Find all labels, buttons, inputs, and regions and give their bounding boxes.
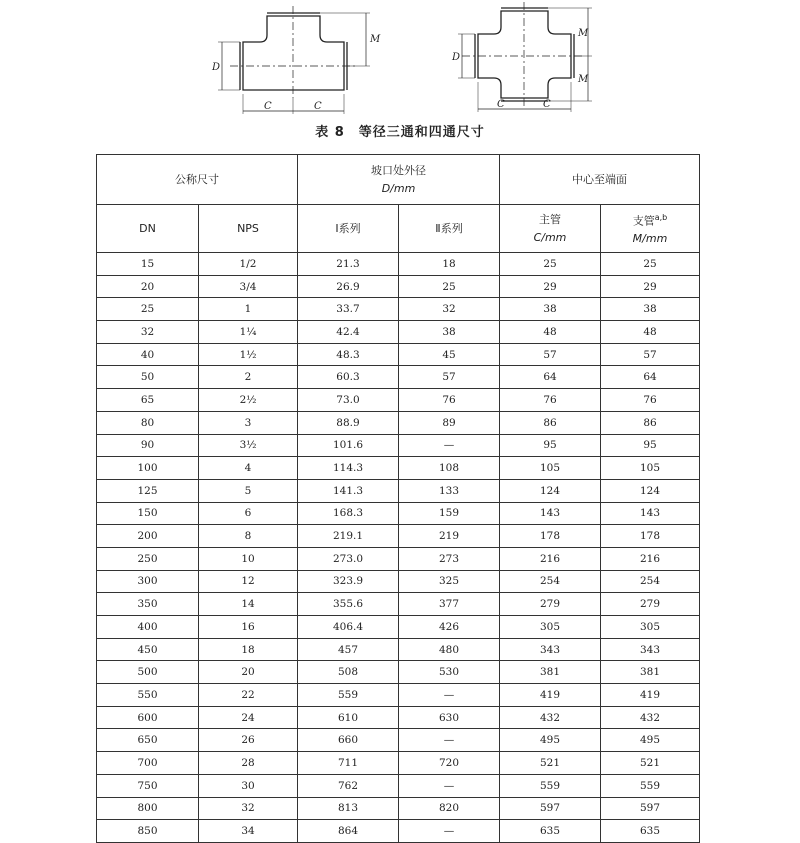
table-row: [97, 321, 700, 344]
table-row: [97, 797, 700, 820]
cell-main-c: 279: [500, 593, 601, 616]
table-row: [97, 570, 700, 593]
cell-od-series-1: 762: [298, 774, 399, 797]
header-main-pipe: [500, 205, 601, 253]
cell-branch-m: 521: [601, 752, 700, 775]
cell-nps: 24: [199, 706, 298, 729]
cross-label-m-bottom: M: [578, 74, 589, 85]
cell-nps: 3½: [199, 434, 298, 457]
cell-nps: 2: [199, 366, 298, 389]
header-main-unit: C/mm: [533, 230, 567, 244]
cell-nps: 1: [199, 298, 298, 321]
cell-od-series-2: 630: [399, 706, 500, 729]
cell-nps: 26: [199, 729, 298, 752]
cell-od-series-2: —: [399, 820, 500, 843]
cell-od-series-1: 168.3: [298, 502, 399, 525]
table-row: [97, 616, 700, 639]
cell-nps: 18: [199, 638, 298, 661]
cell-od-series-2: 133: [399, 479, 500, 502]
cell-od-series-2: —: [399, 434, 500, 457]
cell-nps: 10: [199, 547, 298, 570]
table-row: [97, 389, 700, 412]
cell-nps: 30: [199, 774, 298, 797]
cell-main-c: 495: [500, 729, 601, 752]
cell-od-series-2: —: [399, 729, 500, 752]
cell-main-c: 178: [500, 525, 601, 548]
cell-main-c: 29: [500, 275, 601, 298]
cell-od-series-2: 273: [399, 547, 500, 570]
cell-dn: 450: [97, 638, 199, 661]
tee-label-c-left: C: [264, 101, 272, 112]
cell-od-series-2: 45: [399, 343, 500, 366]
cell-dn: 65: [97, 389, 199, 412]
table-row: [97, 298, 700, 321]
tee-label-d: D: [212, 62, 221, 73]
cell-nps: 3: [199, 411, 298, 434]
dimension-table: [96, 154, 700, 843]
cell-nps: 1¼: [199, 321, 298, 344]
cell-branch-m: 105: [601, 457, 700, 480]
table-row: [97, 411, 700, 434]
cell-main-c: 64: [500, 366, 601, 389]
cell-nps: 8: [199, 525, 298, 548]
cell-dn: 700: [97, 752, 199, 775]
cell-od-series-2: 820: [399, 797, 500, 820]
cell-branch-m: 635: [601, 820, 700, 843]
cell-dn: 300: [97, 570, 199, 593]
table-row: [97, 479, 700, 502]
cross-drawing: [458, 2, 592, 112]
cell-dn: 750: [97, 774, 199, 797]
cell-branch-m: 38: [601, 298, 700, 321]
cell-branch-m: 48: [601, 321, 700, 344]
header-main-label: 主管: [539, 212, 561, 226]
table-row: [97, 774, 700, 797]
cell-od-series-2: 25: [399, 275, 500, 298]
table-row: [97, 752, 700, 775]
table-row: [97, 729, 700, 752]
cell-nps: 22: [199, 684, 298, 707]
cell-dn: 150: [97, 502, 199, 525]
cell-dn: 200: [97, 525, 199, 548]
cell-branch-m: 254: [601, 570, 700, 593]
header-branch-label-wrap: [601, 209, 699, 231]
tee-drawing: [218, 6, 370, 114]
tee-label-c-right: C: [314, 101, 322, 112]
cell-nps: 4: [199, 457, 298, 480]
cell-branch-m: 419: [601, 684, 700, 707]
cell-branch-m: 25: [601, 253, 700, 276]
cell-dn: 90: [97, 434, 199, 457]
cell-dn: 350: [97, 593, 199, 616]
cell-od-series-1: 60.3: [298, 366, 399, 389]
cell-branch-m: 76: [601, 389, 700, 412]
cell-dn: 400: [97, 616, 199, 639]
cell-branch-m: 64: [601, 366, 700, 389]
cell-main-c: 57: [500, 343, 601, 366]
cell-main-c: 419: [500, 684, 601, 707]
header-branch-unit: M/mm: [632, 232, 668, 246]
cell-nps: 20: [199, 661, 298, 684]
cell-od-series-1: 33.7: [298, 298, 399, 321]
cell-branch-m: 432: [601, 706, 700, 729]
cell-od-series-1: 457: [298, 638, 399, 661]
cell-main-c: 305: [500, 616, 601, 639]
table-row: [97, 593, 700, 616]
table-row: [97, 343, 700, 366]
cell-od-series-2: 89: [399, 411, 500, 434]
cross-label-m-top: M: [578, 28, 589, 39]
cell-dn: 25: [97, 298, 199, 321]
cell-main-c: 38: [500, 298, 601, 321]
cell-branch-m: 178: [601, 525, 700, 548]
cell-od-series-1: 273.0: [298, 547, 399, 570]
cell-main-c: 105: [500, 457, 601, 480]
header-series-2: Ⅱ系列: [399, 205, 500, 253]
cell-od-series-1: 559: [298, 684, 399, 707]
cell-od-series-1: 508: [298, 661, 399, 684]
cell-od-series-2: 530: [399, 661, 500, 684]
table-row: [97, 253, 700, 276]
cell-branch-m: 29: [601, 275, 700, 298]
cell-dn: 40: [97, 343, 199, 366]
header-branch-pipe: [601, 205, 700, 253]
table-caption: [0, 121, 800, 140]
cell-dn: 80: [97, 411, 199, 434]
table-body: [97, 253, 700, 843]
cell-dn: 250: [97, 547, 199, 570]
cell-od-series-2: 57: [399, 366, 500, 389]
cell-main-c: 343: [500, 638, 601, 661]
cell-nps: 12: [199, 570, 298, 593]
cell-branch-m: 216: [601, 547, 700, 570]
table-row: [97, 434, 700, 457]
table-row: [97, 547, 700, 570]
table-row: [97, 661, 700, 684]
header-nps: NPS: [199, 205, 298, 253]
cell-dn: 550: [97, 684, 199, 707]
cell-dn: 20: [97, 275, 199, 298]
cell-od-series-2: 377: [399, 593, 500, 616]
cell-od-series-1: 73.0: [298, 389, 399, 412]
cell-dn: 125: [97, 479, 199, 502]
cell-branch-m: 305: [601, 616, 700, 639]
cell-od-series-1: 88.9: [298, 411, 399, 434]
cell-od-series-1: 864: [298, 820, 399, 843]
cell-branch-m: 95: [601, 434, 700, 457]
cell-od-series-2: 159: [399, 502, 500, 525]
cell-branch-m: 559: [601, 774, 700, 797]
cell-od-series-1: 42.4: [298, 321, 399, 344]
cell-main-c: 381: [500, 661, 601, 684]
cell-od-series-1: 813: [298, 797, 399, 820]
cell-od-series-1: 101.6: [298, 434, 399, 457]
cell-od-series-1: 21.3: [298, 253, 399, 276]
cell-nps: 1/2: [199, 253, 298, 276]
header-od-label: 坡口处外径: [371, 163, 426, 177]
cell-dn: 800: [97, 797, 199, 820]
cell-od-series-1: 323.9: [298, 570, 399, 593]
cell-nps: 34: [199, 820, 298, 843]
cell-nps: 2½: [199, 389, 298, 412]
table-row: [97, 457, 700, 480]
cell-main-c: 521: [500, 752, 601, 775]
cell-main-c: 635: [500, 820, 601, 843]
cell-main-c: 216: [500, 547, 601, 570]
caption-title: 等径三通和四通尺寸: [358, 125, 485, 140]
cell-od-series-1: 219.1: [298, 525, 399, 548]
header-branch-label: 支管: [632, 214, 655, 228]
table-row: [97, 706, 700, 729]
cell-branch-m: 495: [601, 729, 700, 752]
cell-dn: 650: [97, 729, 199, 752]
cell-main-c: 76: [500, 389, 601, 412]
cell-branch-m: 597: [601, 797, 700, 820]
cell-branch-m: 124: [601, 479, 700, 502]
caption-number: 表 8: [315, 125, 345, 140]
header-series-1: Ⅰ系列: [298, 205, 399, 253]
cross-label-c-right: C: [543, 99, 551, 110]
tee-label-m: M: [370, 34, 381, 45]
cross-label-d: D: [452, 52, 461, 63]
cell-od-series-1: 406.4: [298, 616, 399, 639]
cell-branch-m: 57: [601, 343, 700, 366]
cell-main-c: 25: [500, 253, 601, 276]
cell-od-series-1: 711: [298, 752, 399, 775]
header-center-to-end: 中心至端面: [500, 155, 700, 205]
table-row: [97, 275, 700, 298]
cell-main-c: 559: [500, 774, 601, 797]
cell-od-series-2: 325: [399, 570, 500, 593]
cell-dn: 850: [97, 820, 199, 843]
table-row: [97, 525, 700, 548]
cell-branch-m: 381: [601, 661, 700, 684]
header-od-unit: D/mm: [381, 181, 416, 195]
cell-od-series-2: 108: [399, 457, 500, 480]
cell-main-c: 432: [500, 706, 601, 729]
cell-branch-m: 279: [601, 593, 700, 616]
cell-nps: 3/4: [199, 275, 298, 298]
cell-dn: 500: [97, 661, 199, 684]
table-row: [97, 684, 700, 707]
cell-od-series-1: 48.3: [298, 343, 399, 366]
cell-main-c: 124: [500, 479, 601, 502]
cell-dn: 32: [97, 321, 199, 344]
cell-main-c: 95: [500, 434, 601, 457]
header-outside-diameter: [298, 155, 500, 205]
header-dn: DN: [97, 205, 199, 253]
figures: [0, 0, 800, 120]
cell-main-c: 86: [500, 411, 601, 434]
cell-nps: 5: [199, 479, 298, 502]
cell-od-series-1: 114.3: [298, 457, 399, 480]
cell-nps: 1½: [199, 343, 298, 366]
cell-nps: 14: [199, 593, 298, 616]
cell-od-series-2: 720: [399, 752, 500, 775]
cell-main-c: 143: [500, 502, 601, 525]
cell-nps: 28: [199, 752, 298, 775]
cell-od-series-1: 355.6: [298, 593, 399, 616]
cell-dn: 600: [97, 706, 199, 729]
cross-label-c-left: C: [497, 99, 505, 110]
cell-od-series-2: —: [399, 774, 500, 797]
cell-od-series-2: 219: [399, 525, 500, 548]
table-row: [97, 820, 700, 843]
table-row: [97, 502, 700, 525]
header-nominal-size: 公称尺寸: [97, 155, 298, 205]
cell-od-series-2: 18: [399, 253, 500, 276]
cell-branch-m: 343: [601, 638, 700, 661]
cell-dn: 50: [97, 366, 199, 389]
cell-nps: 32: [199, 797, 298, 820]
cell-nps: 6: [199, 502, 298, 525]
header-branch-note: a,b: [654, 212, 668, 222]
cell-dn: 100: [97, 457, 199, 480]
cell-main-c: 254: [500, 570, 601, 593]
cell-od-series-2: 32: [399, 298, 500, 321]
cell-od-series-1: 610: [298, 706, 399, 729]
cell-od-series-2: 480: [399, 638, 500, 661]
cell-branch-m: 143: [601, 502, 700, 525]
cell-main-c: 48: [500, 321, 601, 344]
cell-od-series-1: 141.3: [298, 479, 399, 502]
cell-od-series-2: 426: [399, 616, 500, 639]
cell-od-series-1: 660: [298, 729, 399, 752]
cell-od-series-1: 26.9: [298, 275, 399, 298]
cell-od-series-2: —: [399, 684, 500, 707]
cell-dn: 15: [97, 253, 199, 276]
cell-od-series-2: 76: [399, 389, 500, 412]
cell-branch-m: 86: [601, 411, 700, 434]
cell-nps: 16: [199, 616, 298, 639]
cell-od-series-2: 38: [399, 321, 500, 344]
cell-main-c: 597: [500, 797, 601, 820]
table-row: [97, 366, 700, 389]
table-row: [97, 638, 700, 661]
